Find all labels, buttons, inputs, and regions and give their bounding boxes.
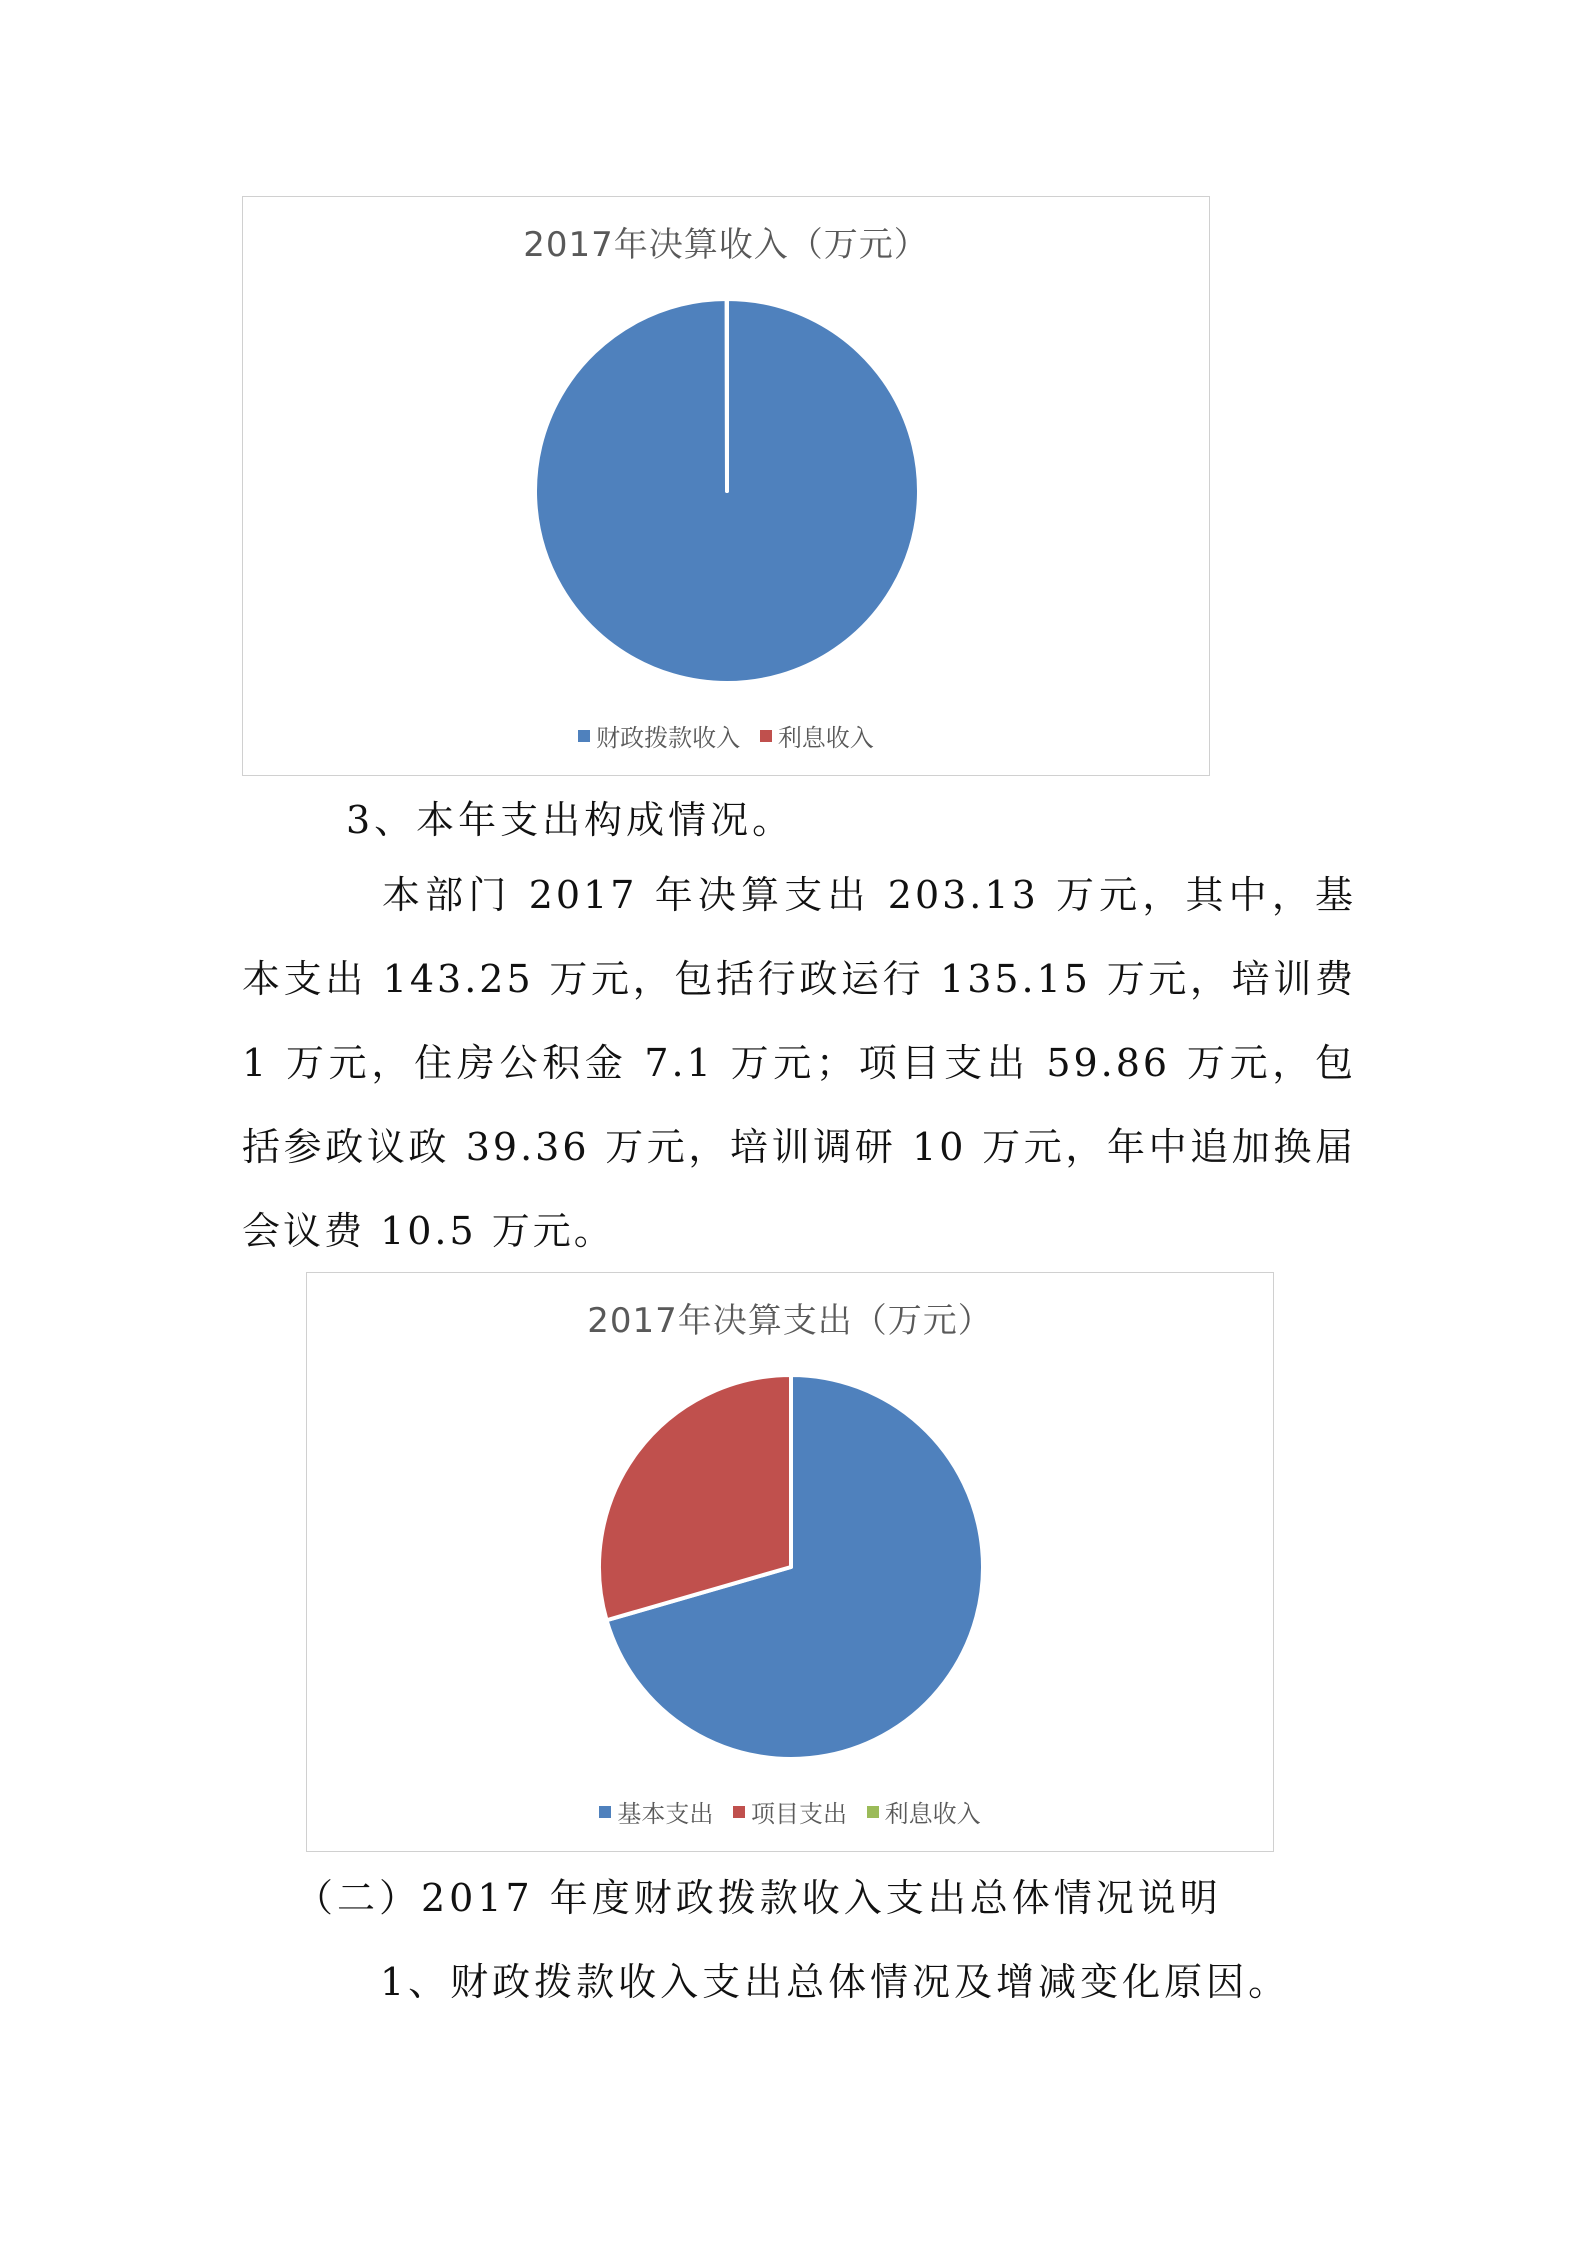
item-heading-fiscal-changes: 1、财政拨款收入支出总体情况及增减变化原因。	[380, 1960, 1291, 2004]
expenditure-pie-chart	[306, 1272, 1274, 1852]
section-heading-fiscal-overview: （二）2017 年度财政拨款收入支出总体情况说明	[295, 1876, 1222, 1920]
legend-item-basic-expenditure	[599, 1794, 713, 1829]
legend-swatch	[733, 1806, 745, 1818]
body-paragraph-expenditure: 本部门 2017 年决算支出 203.13 万元，其中，基本支出 143.25 万元，包括行政运行 135.15 万元，培训费 1 万元，住房公积金 7.1 万元；项目支出 59.86 万元，包括参政议政 39.36 万元，培训调研 10 万元，年中追加换届会议费 10.5 万元。	[242, 873, 1356, 1253]
chart-title: 2017年决算支出（万元）	[587, 1301, 993, 1341]
legend-swatch	[599, 1806, 611, 1818]
legend-swatch	[760, 730, 772, 742]
legend-item-interest-income	[867, 1794, 981, 1829]
pie-svg	[307, 1273, 1275, 1853]
income-pie-chart	[242, 196, 1210, 776]
chart-legend	[307, 1794, 1273, 1829]
legend-label: 基本支出	[617, 1800, 714, 1828]
legend-swatch	[578, 730, 590, 742]
chart-legend	[243, 718, 1209, 753]
legend-item-project-expenditure	[733, 1794, 847, 1829]
legend-label: 财政拨款收入	[596, 724, 741, 752]
legend-label: 项目支出	[751, 1800, 847, 1828]
pie-svg	[243, 197, 1211, 777]
legend-item-fiscal-appropriation	[578, 718, 740, 753]
heading-expenditure-composition: 3、本年支出构成情况。	[346, 798, 795, 842]
legend-swatch	[867, 1806, 879, 1818]
chart-title: 2017年决算收入（万元）	[523, 225, 929, 265]
legend-label: 利息收入	[884, 1800, 981, 1828]
legend-item-interest-income	[760, 718, 874, 753]
legend-label: 利息收入	[777, 724, 874, 752]
